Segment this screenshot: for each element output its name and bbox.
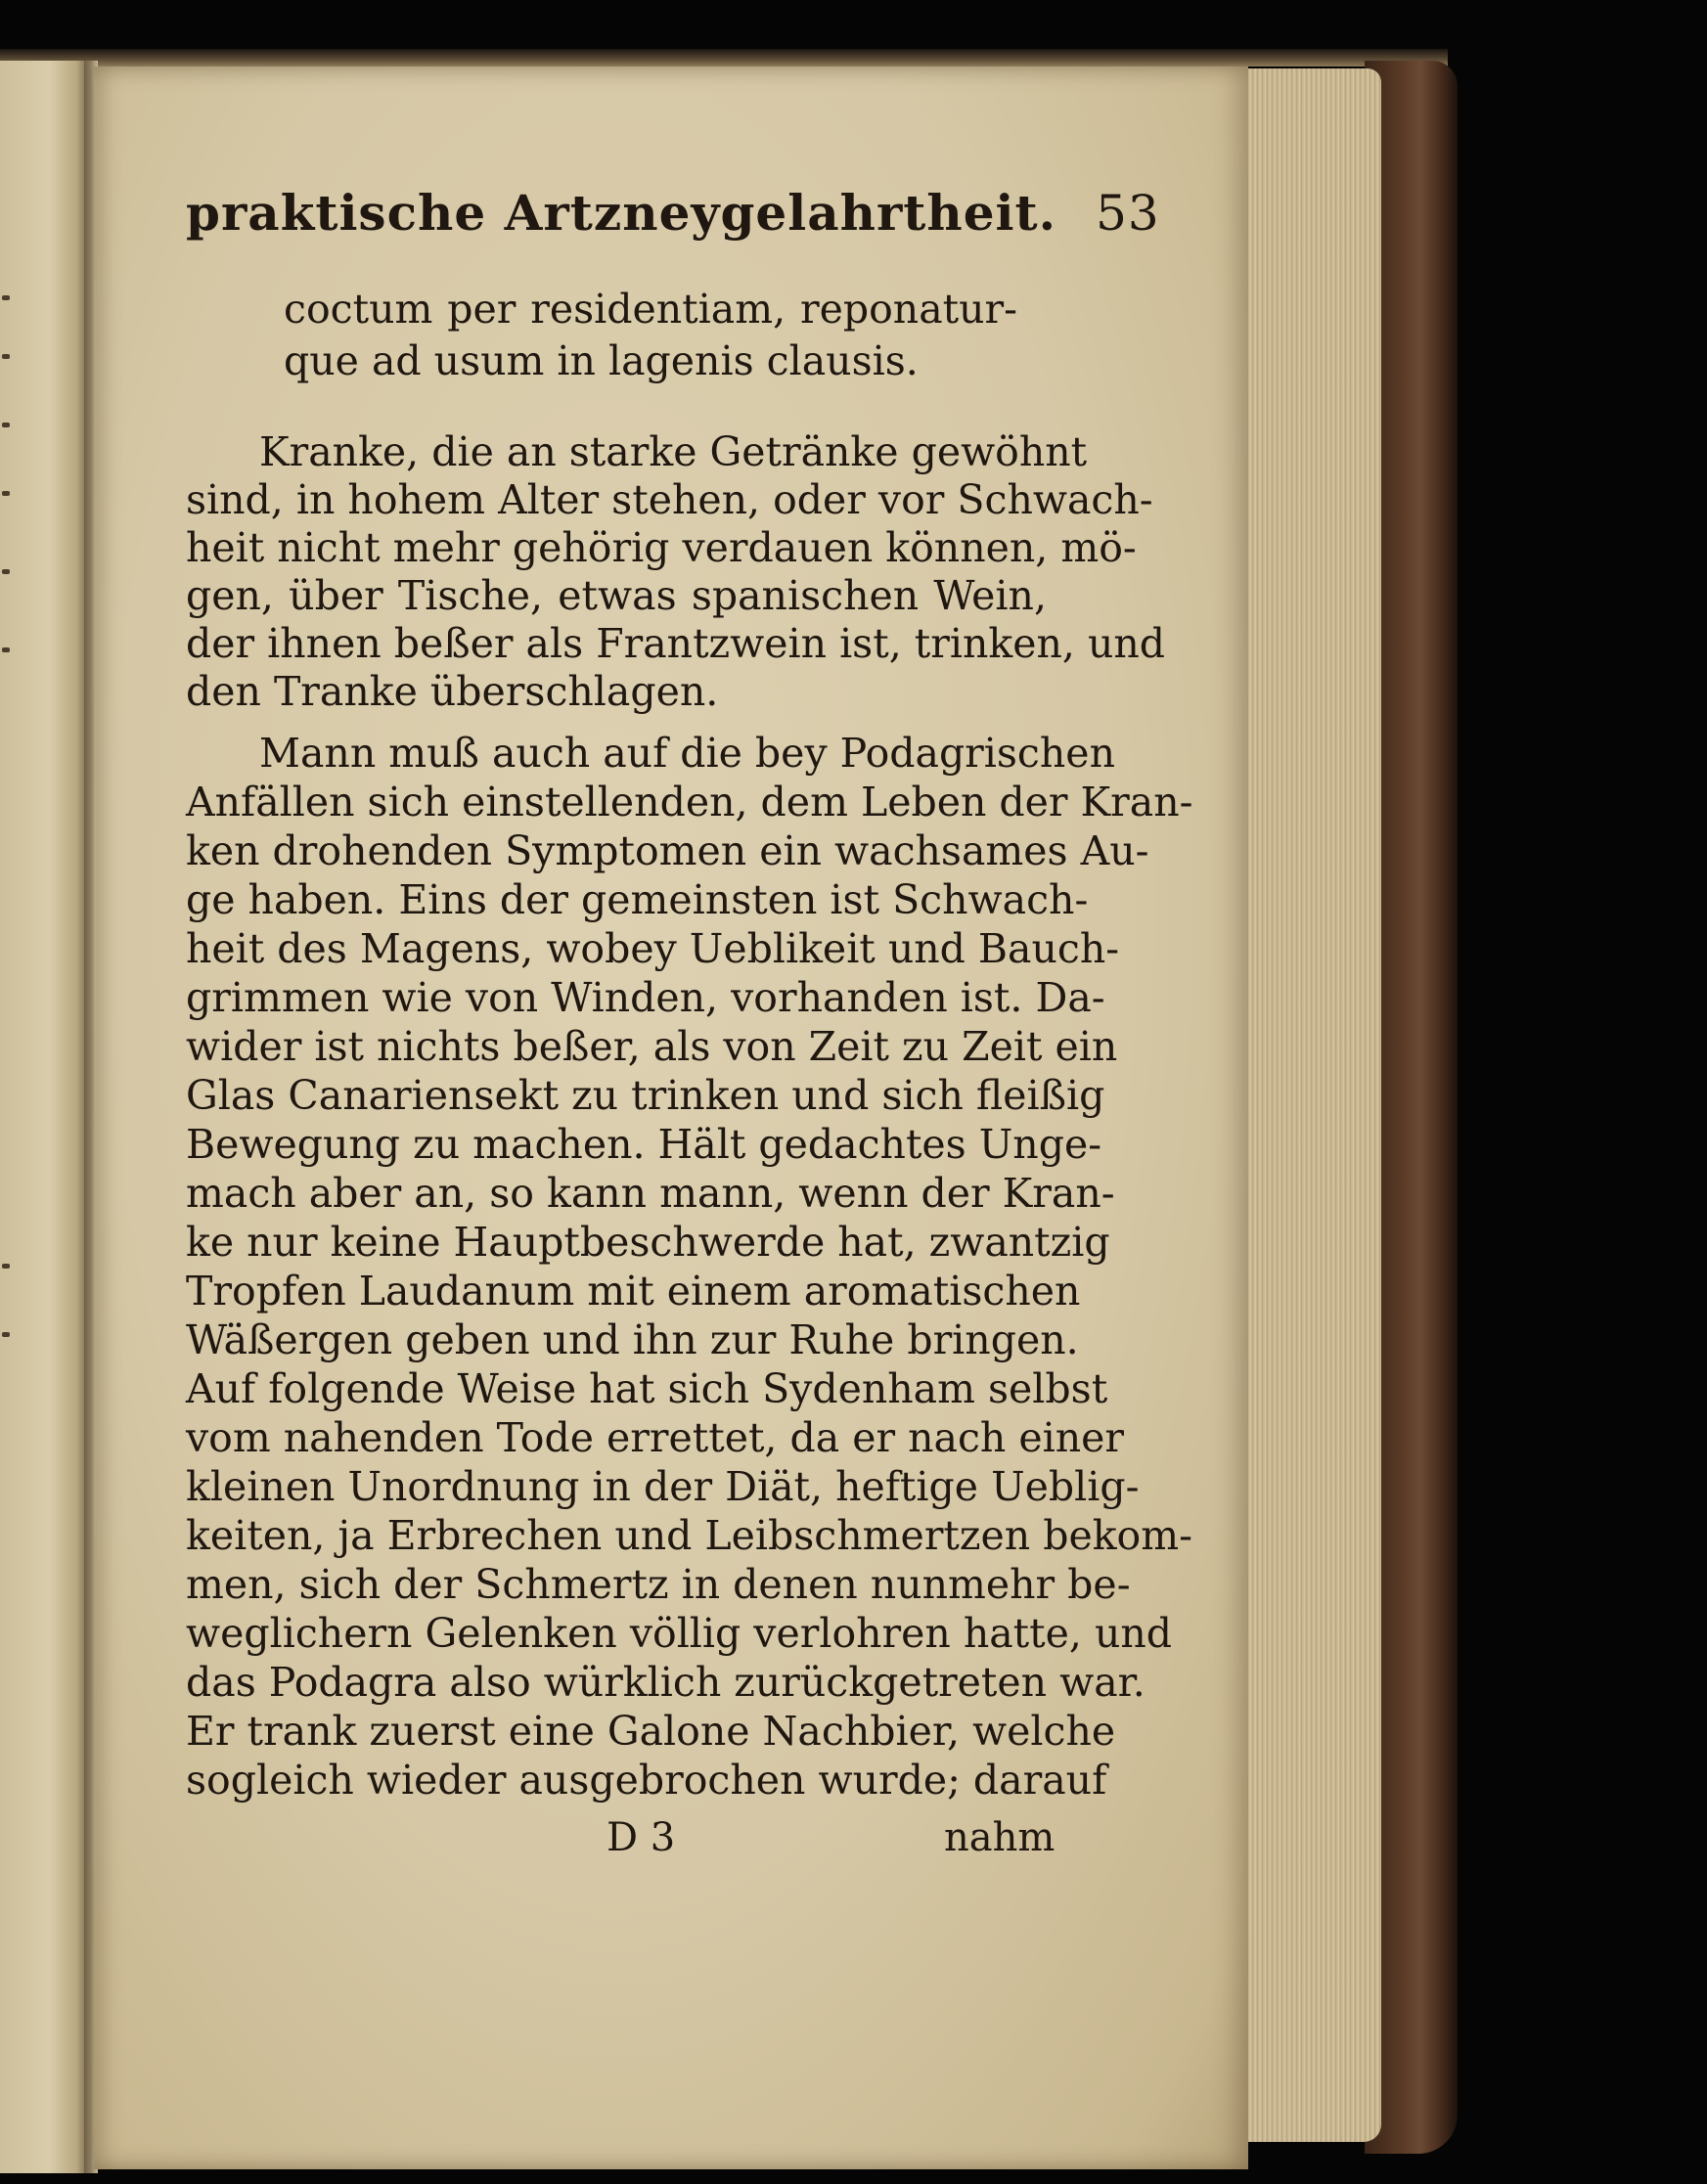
text-line: mach aber an, so kann mann, wenn der Kran- bbox=[186, 1170, 1115, 1217]
text-line: sogleich wieder ausgebrochen wurde; darauf bbox=[186, 1757, 1107, 1804]
text-line: ken drohenden Symptomen ein wachsames Au- bbox=[186, 827, 1149, 874]
text-line: den Tranke überschlagen. bbox=[186, 668, 719, 715]
running-header bbox=[186, 184, 1160, 242]
page-number: 53 bbox=[1096, 185, 1160, 242]
text-line: vom nahenden Tode errettet, da er nach einer bbox=[186, 1414, 1125, 1461]
page-edges bbox=[1235, 68, 1381, 2142]
left-page-text-fragments bbox=[0, 61, 14, 2173]
text-line: heit des Magens, wobey Ueblikeit und Bauch- bbox=[186, 925, 1120, 972]
text-line: Anfällen sich einstellenden, dem Leben der Kran- bbox=[186, 779, 1193, 825]
text-line: heit nicht mehr gehörig verdauen können, mö- bbox=[186, 524, 1137, 571]
text-line: Glas Canariensekt zu trinken und sich fleißig bbox=[186, 1072, 1105, 1119]
book-top-edge bbox=[0, 49, 1448, 67]
text-line: sind, in hohem Alter stehen, oder vor Schwach- bbox=[186, 476, 1153, 523]
catchword: nahm bbox=[944, 1815, 1056, 1860]
header-title: praktische Artzneygelahrtheit. bbox=[186, 184, 1057, 242]
text-line: Bewegung zu machen. Hält gedachtes Unge- bbox=[186, 1121, 1102, 1168]
text-line: weglichern Gelenken völlig verlohren hatte, und bbox=[186, 1610, 1173, 1657]
latin-line: que ad usum in lagenis clausis. bbox=[284, 337, 919, 384]
text-line: Mann muß auch auf die bey Podagrischen bbox=[259, 730, 1115, 777]
text-line: wider ist nichts beßer, als von Zeit zu Zeit ein bbox=[186, 1023, 1118, 1070]
text-line: Kranke, die an starke Getränke gewöhnt bbox=[259, 428, 1088, 475]
left-page-edge bbox=[0, 61, 90, 2173]
text-line: men, sich der Schmertz in denen nunmehr be- bbox=[186, 1561, 1131, 1608]
text-line: Auf folgende Weise hat sich Sydenham selbst bbox=[186, 1365, 1108, 1412]
text-line: gen, über Tische, etwas spanischen Wein, bbox=[186, 572, 1047, 619]
text-line: Tropfen Laudanum mit einem aromatischen bbox=[186, 1268, 1081, 1315]
text-line: Wäßergen geben und ihn zur Ruhe bringen. bbox=[186, 1316, 1079, 1363]
text-line: das Podagra also würklich zurückgetreten war. bbox=[186, 1659, 1145, 1706]
text-line: kleinen Unordnung in der Diät, heftige Ueblig- bbox=[186, 1463, 1140, 1510]
text-line: keiten, ja Erbrechen und Leibschmertzen bekom- bbox=[186, 1512, 1192, 1559]
latin-line: coctum per residentiam, reponatur- bbox=[284, 286, 1017, 333]
text-line: der ihnen beßer als Frantzwein ist, trinken, und bbox=[186, 620, 1165, 667]
text-line: ke nur keine Hauptbeschwerde hat, zwantzig bbox=[186, 1219, 1110, 1266]
text-line: ge haben. Eins der gemeinsten ist Schwach- bbox=[186, 876, 1089, 923]
text-line: Er trank zuerst eine Galone Nachbier, welche bbox=[186, 1708, 1116, 1755]
text-line: grimmen wie von Winden, vorhanden ist. Da- bbox=[186, 974, 1105, 1021]
signature-mark: D 3 bbox=[606, 1815, 676, 1860]
